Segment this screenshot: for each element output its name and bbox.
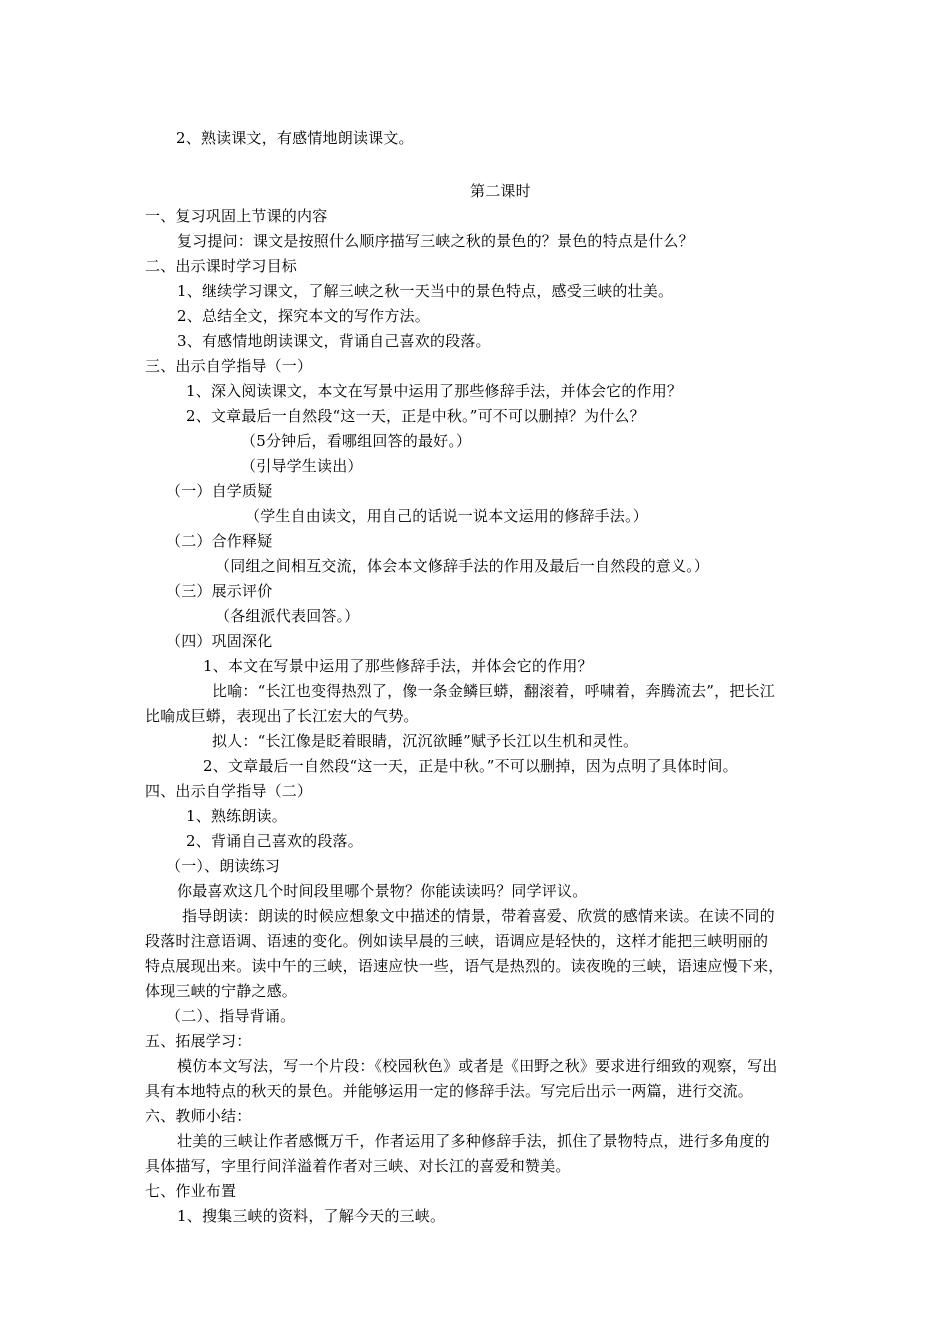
text-line: 指导朗读：朗读的时候应想象文中描述的情景，带着喜爱、欣赏的感情来读。在读不同的: [182, 907, 775, 925]
text-line: 1、深入阅读课文，本文在写景中运用了那些修辞手法，并体会它的作用？: [186, 382, 683, 400]
text-line: （学生自由读文，用自己的话说一说本文运用的修辞手法。）: [245, 507, 648, 525]
text-line: （5分钟后，看哪组回答的最好。）: [241, 432, 472, 450]
subheading: （二）合作释疑: [166, 532, 273, 550]
heading-5: 五、拓展学习：: [145, 1032, 252, 1050]
text-line: 模仿本文写法，写一个片段：《校园秋色》或者是《田野之秋》要求进行细致的观察，写出: [177, 1057, 778, 1075]
text-line: 2、总结全文，探究本文的写作方法。: [177, 307, 430, 325]
heading-7: 七、作业布置: [145, 1182, 237, 1200]
heading-1: 一、复习巩固上节课的内容: [145, 207, 328, 225]
text-line: 1、搜集三峡的资料，了解今天的三峡。: [177, 1207, 446, 1225]
text-line: 特点展现出来。读中午的三峡，语速应快一些，语气是热烈的。读夜晚的三峡，语速应慢下来，: [145, 957, 784, 975]
section-title: 第二课时: [470, 182, 531, 200]
heading-4: 四、出示自学指导（二）: [145, 782, 313, 800]
text-line: 体现三峡的宁静之感。: [145, 982, 298, 1000]
text-line: 2、背诵自己喜欢的段落。: [186, 832, 363, 850]
text-line: 比喻成巨蟒，表现出了长江宏大的气势。: [145, 707, 419, 725]
text-line: 1、继续学习课文，了解三峡之秋一天当中的景色特点，感受三峡的壮美。: [177, 282, 674, 300]
text-line: 拟人：“长江像是眨着眼睛，沉沉欲睡”赋予长江以生机和灵性。: [212, 732, 639, 750]
text-line: 1、熟练朗读。: [186, 807, 287, 825]
text-line: 2、文章最后一自然段“这一天，正是中秋。”不可以删掉，因为点明了具体时间。: [203, 757, 738, 775]
text-line: 3、有感情地朗读课文，背诵自己喜欢的段落。: [177, 332, 491, 350]
text-line: 2、熟读课文，有感情地朗读课文。: [176, 129, 414, 147]
subheading: （一）、朗读练习: [166, 857, 281, 875]
text-line: 具体描写，字里行间洋溢着作者对三峡、对长江的喜爱和赞美。: [145, 1157, 571, 1175]
text-line: 段落时注意语调、语速的变化。例如读早晨的三峡，语调应是轻快的，这样才能把三峡明丽的: [145, 932, 769, 950]
text-line: 1、本文在写景中运用了那些修辞手法，并体会它的作用？: [203, 657, 593, 675]
heading-3: 三、出示自学指导（一）: [145, 357, 313, 375]
subheading: （一）自学质疑: [166, 482, 273, 500]
subheading: （四）巩固深化: [166, 632, 273, 650]
text-line: （引导学生读出）: [241, 457, 363, 475]
subheading: （三）展示评价: [166, 582, 273, 600]
heading-2: 二、出示课时学习目标: [145, 257, 298, 275]
text-line: （各组派代表回答。）: [215, 607, 360, 625]
subheading: （二）、指导背诵。: [166, 1007, 296, 1025]
text-line: 比喻：“长江也变得热烈了，像一条金鳞巨蟒，翻滚着，呼啸着，奔腾流去”，把长江: [212, 682, 775, 700]
text-line: 壮美的三峡让作者感慨万千，作者运用了多种修辞手法，抓住了景物特点，进行多角度的: [177, 1132, 770, 1150]
text-line: 具有本地特点的秋天的景色。并能够运用一定的修辞手法。写完后出示一两篇，进行交流。: [145, 1082, 754, 1100]
text-line: 你最喜欢这几个时间段里哪个景物？你能读读吗？同学评议。: [177, 882, 588, 900]
text-line: 2、文章最后一自然段“这一天，正是中秋。”可不可以删掉？为什么？: [186, 407, 645, 425]
text-line: 复习提问：课文是按照什么顺序描写三峡之秋的景色的？景色的特点是什么？: [177, 232, 694, 250]
text-line: （同组之间相互交流，体会本文修辞手法的作用及最后一自然段的意义。）: [215, 557, 710, 575]
heading-6: 六、教师小结：: [145, 1107, 252, 1125]
